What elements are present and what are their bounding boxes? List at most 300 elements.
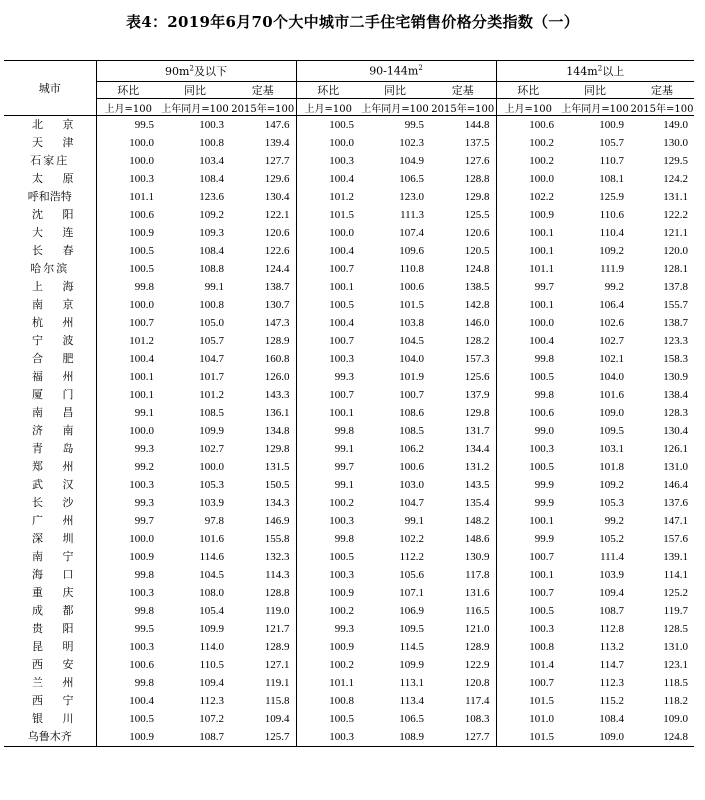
value-cell: 157.3: [464, 353, 490, 365]
value-cell: 99.1: [296, 440, 360, 458]
city-name: 呼和浩特: [27, 190, 72, 203]
value-cell: 109.9: [399, 659, 424, 671]
value-cell: 100.4: [296, 314, 360, 332]
value-cell: 142.8: [464, 299, 490, 311]
city-char: 福: [32, 370, 43, 383]
value-cell: 100.3: [96, 170, 160, 188]
value-cell: 104.5: [399, 335, 424, 347]
value-cell: 100.8: [496, 638, 560, 656]
value-cell: 104.7: [399, 497, 424, 509]
table-row: [4, 116, 694, 135]
value-cell: 109.5: [599, 425, 624, 437]
value-cell: 119.0: [265, 605, 290, 617]
value-cell: 100.8: [199, 299, 224, 311]
value-cell: 108.9: [360, 728, 430, 747]
value-cell: 99.5: [96, 620, 160, 638]
city-char: 杭: [32, 316, 43, 329]
value-cell: 101.2: [296, 188, 360, 206]
city-cell: [4, 134, 96, 152]
value-cell: 107.2: [199, 713, 224, 725]
city-char: 昆: [32, 640, 43, 653]
city-char: 南: [32, 298, 43, 311]
value-cell: 124.8: [464, 263, 490, 275]
city-cell: [4, 548, 96, 566]
value-cell: 109.9: [199, 425, 224, 437]
city-char: 厦: [32, 388, 43, 401]
city-cell: [4, 656, 96, 674]
value-cell: 125.9: [599, 191, 624, 203]
value-cell: 100.6: [399, 281, 424, 293]
value-cell: 108.5: [199, 407, 224, 419]
value-cell: 138.7: [264, 281, 290, 293]
value-cell: 104.5: [199, 569, 224, 581]
city-char: 圳: [62, 532, 74, 545]
value-cell: 99.8: [496, 386, 560, 404]
value-cell: 99.3: [96, 494, 160, 512]
value-cell: 100.3: [296, 566, 360, 584]
value-cell: 134.8: [264, 425, 290, 437]
value-cell: 128.9: [264, 335, 290, 347]
value-cell: 120.6: [464, 227, 490, 239]
value-cell: 148.2: [464, 515, 490, 527]
value-cell: 114.7: [599, 659, 624, 671]
city-char: 庆: [62, 586, 74, 599]
value-cell: 99.9: [496, 494, 560, 512]
subheader-cell: 同比: [560, 82, 630, 99]
city-char: 沈: [32, 208, 43, 221]
value-cell: 122.6: [264, 245, 290, 257]
value-cell: 119.1: [265, 677, 290, 689]
city-cell: [4, 350, 96, 368]
city-char: 州: [62, 316, 74, 329]
value-cell: 109.0: [663, 713, 688, 725]
base-header-cell: 2015年=100: [430, 99, 496, 116]
city-char: 汉: [62, 478, 74, 491]
value-cell: 135.4: [464, 497, 490, 509]
value-cell: 127.1: [264, 659, 290, 671]
value-cell: 101.4: [496, 656, 560, 674]
city-char: 州: [62, 514, 74, 527]
value-cell: 130.9: [663, 371, 688, 383]
value-cell: 129.6: [264, 173, 290, 185]
city-cell: [4, 188, 96, 206]
value-cell: 121.0: [464, 623, 490, 635]
value-cell: 100.5: [496, 602, 560, 620]
value-cell: 100.5: [296, 116, 360, 135]
city-cell: [4, 278, 96, 296]
value-cell: 106.2: [399, 443, 424, 455]
value-cell: 99.7: [496, 278, 560, 296]
table-row: [4, 602, 694, 620]
value-cell: 128.8: [264, 587, 290, 599]
value-cell: 138.4: [663, 389, 688, 401]
table-row: [4, 494, 694, 512]
value-cell: 125.2: [663, 587, 688, 599]
table-row: [4, 332, 694, 350]
value-cell: 100.9: [96, 548, 160, 566]
value-cell: 109.2: [599, 479, 624, 491]
city-cell: [4, 224, 96, 242]
value-cell: 155.7: [663, 299, 688, 311]
value-cell: 105.7: [599, 137, 624, 149]
city-char: 南: [62, 424, 74, 437]
city-cell: [4, 674, 96, 692]
table-row: [4, 440, 694, 458]
value-cell: 100.9: [296, 584, 360, 602]
value-cell: 131.0: [663, 461, 688, 473]
value-cell: 100.7: [296, 386, 360, 404]
page-title: 表4：2019年6月70个大中城市二手住宅销售价格分类指数（一）: [125, 13, 580, 31]
base-header-cell: 上年同月=100: [560, 99, 630, 116]
value-cell: 100.3: [96, 638, 160, 656]
city-cell: [4, 584, 96, 602]
value-cell: 131.2: [464, 461, 490, 473]
city-char: 州: [62, 676, 74, 689]
city-char: 北: [32, 118, 43, 131]
value-cell: 131.1: [663, 191, 688, 203]
value-cell: 128.5: [663, 623, 688, 635]
base-header-cell: 上月=100: [96, 99, 160, 116]
value-cell: 120.6: [264, 227, 290, 239]
city-cell: [4, 242, 96, 260]
value-cell: 105.7: [199, 335, 224, 347]
table-row: [4, 710, 694, 728]
city-cell: [4, 638, 96, 656]
value-cell: 99.5: [96, 116, 160, 135]
value-cell: 100.7: [96, 314, 160, 332]
value-cell: 114.5: [399, 641, 424, 653]
value-cell: 100.1: [496, 224, 560, 242]
value-cell: 99.0: [496, 422, 560, 440]
city-char: 重: [32, 586, 43, 599]
value-cell: 99.1: [96, 404, 160, 422]
value-cell: 101.2: [96, 332, 160, 350]
value-cell: 160.8: [264, 353, 290, 365]
value-cell: 99.8: [96, 566, 160, 584]
city-cell: [4, 530, 96, 548]
value-cell: 101.1: [96, 188, 160, 206]
value-cell: 100.6: [96, 206, 160, 224]
value-cell: 109.9: [199, 623, 224, 635]
table-row: [4, 386, 694, 404]
value-cell: 139.4: [264, 137, 290, 149]
value-cell: 129.8: [464, 191, 490, 203]
city-char: 青: [32, 442, 43, 455]
value-cell: 103.9: [599, 569, 624, 581]
value-cell: 101.6: [199, 533, 224, 545]
value-cell: 126.1: [663, 443, 688, 455]
city-cell: [4, 440, 96, 458]
value-cell: 138.7: [663, 317, 688, 329]
value-cell: 149.0: [663, 119, 688, 131]
value-cell: 100.3: [296, 152, 360, 170]
value-cell: 121.1: [663, 227, 688, 239]
value-cell: 104.0: [599, 371, 624, 383]
value-cell: 125.7: [230, 728, 296, 747]
value-cell: 108.3: [464, 713, 490, 725]
value-cell: 100.2: [296, 494, 360, 512]
value-cell: 100.6: [96, 656, 160, 674]
value-cell: 123.0: [399, 191, 424, 203]
value-cell: 124.8: [630, 728, 694, 747]
base-header-cell: 上月=100: [496, 99, 560, 116]
table-row: [4, 224, 694, 242]
value-cell: 108.6: [399, 407, 424, 419]
value-cell: 110.5: [199, 659, 224, 671]
value-cell: 102.3: [399, 137, 424, 149]
city-cell: [4, 494, 96, 512]
value-cell: 108.0: [199, 587, 224, 599]
subheader-cell: 环比: [496, 82, 560, 99]
city-cell: [4, 314, 96, 332]
value-cell: 100.5: [96, 710, 160, 728]
city-char: 门: [62, 388, 74, 401]
city-char: 银: [32, 712, 43, 725]
group-header: $144m^2$以上: [496, 61, 694, 82]
value-cell: 158.3: [663, 353, 688, 365]
city-cell: [4, 476, 96, 494]
value-cell: 100.4: [296, 170, 360, 188]
base-header-cell: 2015年=100: [230, 99, 296, 116]
city-char: 安: [62, 658, 74, 671]
value-cell: 99.8: [96, 278, 160, 296]
value-cell: 99.3: [296, 368, 360, 386]
value-cell: 108.4: [199, 245, 224, 257]
value-cell: 102.7: [199, 443, 224, 455]
table-row: [4, 368, 694, 386]
value-cell: 103.9: [199, 497, 224, 509]
value-cell: 100.3: [96, 476, 160, 494]
value-cell: 124.4: [264, 263, 290, 275]
city-char: 南: [32, 406, 43, 419]
subheader-cell: 同比: [160, 82, 230, 99]
table-row: [4, 296, 694, 314]
value-cell: 147.6: [264, 119, 290, 131]
city-char: 郑: [32, 460, 43, 473]
city-cell: [4, 170, 96, 188]
value-cell: 129.8: [464, 407, 490, 419]
table-row: [4, 278, 694, 296]
value-cell: 100.5: [96, 260, 160, 278]
city-cell: [4, 710, 96, 728]
value-cell: 100.1: [96, 386, 160, 404]
value-cell: 130.9: [464, 551, 490, 563]
value-cell: 99.5: [404, 119, 424, 131]
table-row: [4, 530, 694, 548]
table-row: [4, 188, 694, 206]
city-name: 哈尔滨: [30, 262, 70, 275]
city-cell: [4, 422, 96, 440]
value-cell: 131.5: [264, 461, 290, 473]
value-cell: 146.0: [464, 317, 490, 329]
city-char: 津: [62, 136, 74, 149]
value-cell: 100.5: [496, 368, 560, 386]
city-cell: [4, 332, 96, 350]
value-cell: 100.0: [96, 296, 160, 314]
value-cell: 105.6: [399, 569, 424, 581]
value-cell: 115.2: [599, 695, 624, 707]
city-cell: [4, 116, 96, 135]
value-cell: 128.9: [264, 641, 290, 653]
value-cell: 99.3: [296, 620, 360, 638]
city-name: 石家庄: [30, 154, 70, 167]
value-cell: 109.0: [560, 728, 630, 747]
value-cell: 100.5: [296, 548, 360, 566]
value-cell: 100.2: [296, 656, 360, 674]
value-cell: 109.4: [199, 677, 224, 689]
value-cell: 114.6: [199, 551, 224, 563]
city-char: 州: [62, 370, 74, 383]
value-cell: 109.6: [399, 245, 424, 257]
value-cell: 138.5: [464, 281, 490, 293]
value-cell: 130.7: [264, 299, 290, 311]
value-cell: 116.5: [465, 605, 490, 617]
value-cell: 104.9: [399, 155, 424, 167]
value-cell: 147.3: [264, 317, 290, 329]
city-char: 西: [32, 694, 43, 707]
subheader-cell: 定基: [230, 82, 296, 99]
table-row: [4, 260, 694, 278]
value-cell: 111.3: [400, 209, 424, 221]
city-char: 成: [32, 604, 43, 617]
value-cell: 110.4: [599, 227, 624, 239]
city-char: 肥: [62, 352, 74, 365]
base-header-cell: 上月=100: [296, 99, 360, 116]
value-cell: 130.4: [663, 425, 688, 437]
value-cell: 100.3: [496, 440, 560, 458]
city-char: 岛: [62, 442, 74, 455]
value-cell: 103.4: [199, 155, 224, 167]
value-cell: 102.1: [599, 353, 624, 365]
value-cell: 117.4: [465, 695, 490, 707]
city-char: 昌: [62, 406, 74, 419]
value-cell: 100.4: [296, 242, 360, 260]
value-cell: 102.2: [399, 533, 424, 545]
value-cell: 120.0: [663, 245, 688, 257]
base-header-cell: 上年同月=100: [160, 99, 230, 116]
value-cell: 110.6: [599, 209, 624, 221]
value-cell: 108.1: [599, 173, 624, 185]
city-char: 天: [32, 136, 43, 149]
value-cell: 100.0: [96, 422, 160, 440]
value-cell: 104.0: [399, 353, 424, 365]
value-cell: 112.2: [399, 551, 424, 563]
city-char: 济: [32, 424, 43, 437]
value-cell: 100.6: [399, 461, 424, 473]
value-cell: 101.9: [399, 371, 424, 383]
value-cell: 99.8: [96, 674, 160, 692]
city-cell: [4, 620, 96, 638]
value-cell: 106.4: [599, 299, 624, 311]
value-cell: 99.1: [296, 476, 360, 494]
value-cell: 100.9: [296, 638, 360, 656]
table-body: [4, 116, 694, 747]
group-header: $90m^2$及以下: [96, 61, 296, 82]
city-cell: [4, 404, 96, 422]
city-char: 京: [62, 298, 74, 311]
value-cell: 100.0: [496, 170, 560, 188]
value-cell: 128.1: [663, 263, 688, 275]
value-cell: 122.2: [663, 209, 688, 221]
value-cell: 143.5: [464, 479, 490, 491]
value-cell: 117.8: [465, 569, 490, 581]
value-cell: 100.3: [96, 584, 160, 602]
city-name: 乌鲁木齐: [27, 730, 72, 743]
value-cell: 125.6: [464, 371, 490, 383]
value-cell: 101.2: [199, 389, 224, 401]
value-cell: 150.5: [264, 479, 290, 491]
value-cell: 100.8: [296, 692, 360, 710]
value-cell: 101.1: [296, 674, 360, 692]
value-cell: 134.3: [264, 497, 290, 509]
value-cell: 129.8: [264, 443, 290, 455]
value-cell: 100.8: [199, 137, 224, 149]
table-row: [4, 584, 694, 602]
table-row: [4, 350, 694, 368]
value-cell: 122.9: [464, 659, 490, 671]
value-cell: 148.6: [464, 533, 490, 545]
value-cell: 111.9: [600, 263, 624, 275]
value-cell: 108.7: [160, 728, 230, 747]
value-cell: 108.5: [399, 425, 424, 437]
subheader-cell: 定基: [630, 82, 694, 99]
value-cell: 128.9: [464, 641, 490, 653]
value-cell: 101.5: [496, 728, 560, 747]
value-cell: 100.2: [296, 602, 360, 620]
value-cell: 100.0: [96, 530, 160, 548]
value-cell: 108.8: [199, 263, 224, 275]
value-cell: 100.3: [496, 620, 560, 638]
city-char: 海: [62, 280, 74, 293]
value-cell: 114.1: [663, 569, 688, 581]
value-cell: 99.8: [496, 350, 560, 368]
value-cell: 99.7: [96, 512, 160, 530]
value-cell: 113.4: [399, 695, 424, 707]
city-char: 口: [62, 568, 74, 581]
value-cell: 108.4: [199, 173, 224, 185]
value-cell: 100.1: [496, 566, 560, 584]
value-cell: 112.3: [599, 677, 624, 689]
city-char: 明: [62, 640, 74, 653]
value-cell: 105.0: [199, 317, 224, 329]
value-cell: 101.7: [199, 371, 224, 383]
value-cell: 100.9: [96, 224, 160, 242]
value-cell: 105.3: [599, 497, 624, 509]
value-cell: 109.5: [399, 623, 424, 635]
city-cell: [4, 386, 96, 404]
value-cell: 99.3: [96, 440, 160, 458]
city-char: 波: [62, 334, 74, 347]
value-cell: 100.5: [296, 710, 360, 728]
table-row: [4, 458, 694, 476]
table-row: [4, 404, 694, 422]
city-char: 宁: [62, 550, 74, 563]
value-cell: 100.9: [599, 119, 624, 131]
city-char: 宁: [32, 334, 43, 347]
value-cell: 100.7: [296, 332, 360, 350]
value-cell: 99.9: [496, 476, 560, 494]
value-cell: 112.8: [599, 623, 624, 635]
value-cell: 128.2: [464, 335, 490, 347]
value-cell: 99.1: [204, 281, 224, 293]
value-cell: 103.8: [399, 317, 424, 329]
value-cell: 109.0: [599, 407, 624, 419]
value-cell: 132.3: [264, 551, 290, 563]
city-char: 川: [62, 712, 74, 725]
table-row: [4, 692, 694, 710]
value-cell: 107.1: [399, 587, 424, 599]
subheader-cell: 定基: [430, 82, 496, 99]
